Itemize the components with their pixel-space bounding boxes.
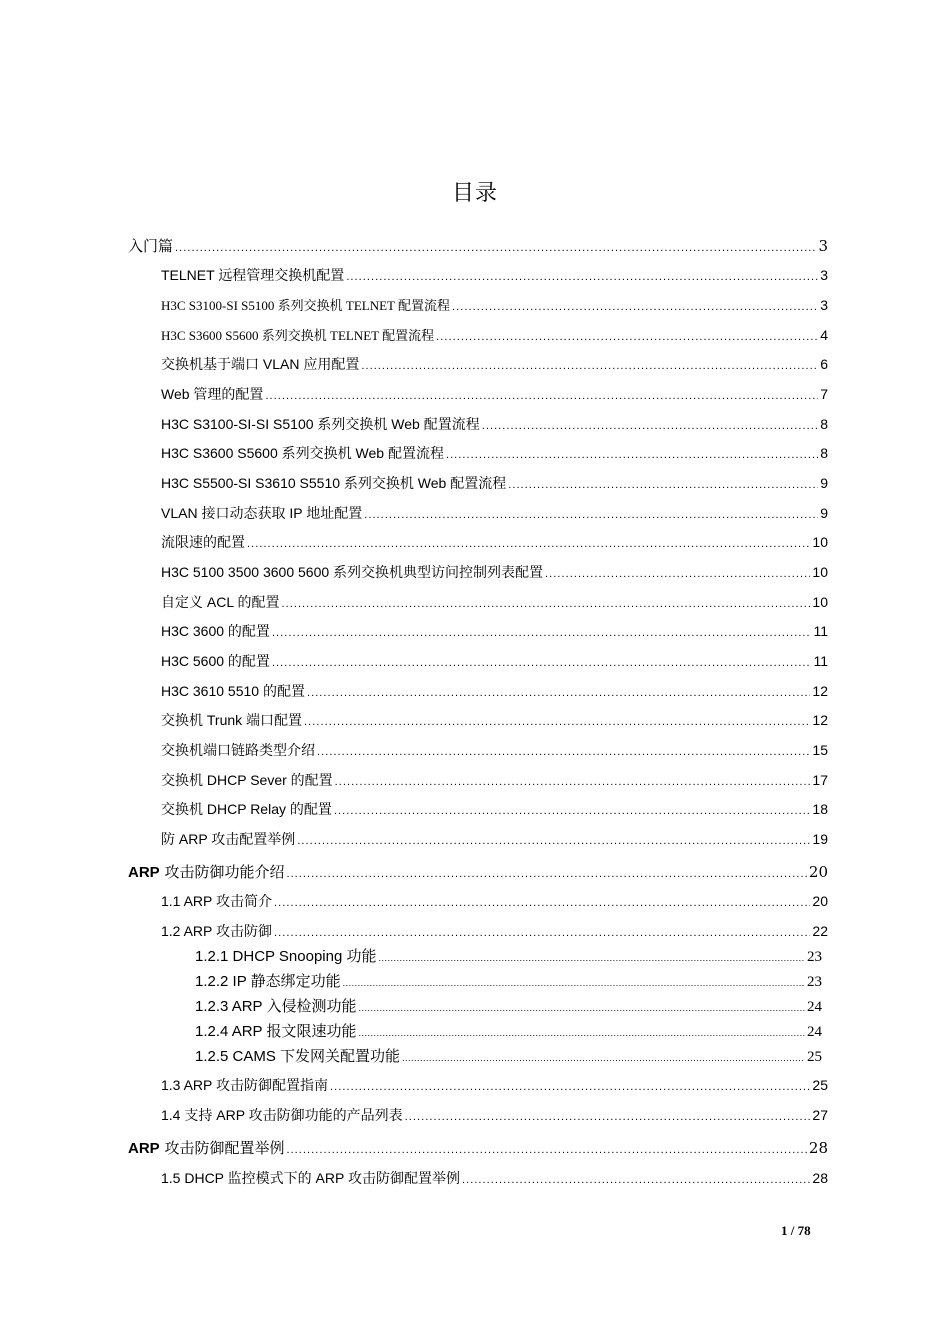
toc-page-number: 23	[807, 949, 822, 965]
toc-entry[interactable]	[161, 325, 828, 349]
leader-dots	[482, 420, 818, 432]
toc-entry[interactable]	[195, 1020, 822, 1044]
toc-entry[interactable]	[195, 970, 822, 994]
toc-entry[interactable]	[161, 921, 828, 945]
toc-entry[interactable]	[161, 1168, 828, 1192]
leader-dots	[358, 1003, 805, 1013]
toc-entry-label	[128, 1137, 284, 1158]
toc-entry-label: 交换机端口链路类型介绍	[161, 742, 315, 758]
toc-entry[interactable]	[161, 295, 828, 319]
leader-dots	[358, 1028, 805, 1038]
toc-entry-label: H3C S3100-SI-SI S5100 系列交换机 Web 配置流程	[161, 416, 480, 432]
leader-dots	[297, 835, 810, 847]
toc-entry[interactable]	[128, 235, 828, 259]
toc-entry[interactable]	[161, 265, 828, 289]
toc-entry-label: 交换机 DHCP Relay 的配置	[161, 801, 332, 817]
leader-dots	[436, 331, 818, 343]
toc-entry-label: 1.4 支持 ARP 攻击防御功能的产品列表	[161, 1107, 403, 1123]
toc-entry[interactable]	[161, 740, 828, 764]
toc-entry[interactable]	[161, 621, 828, 645]
toc-entry-label: 1.2 ARP 攻击防御	[161, 923, 273, 939]
toc-page-number: 28	[808, 1139, 828, 1157]
toc-entry[interactable]	[161, 651, 828, 675]
toc-page-number: 10	[812, 534, 828, 550]
leader-dots	[272, 657, 812, 669]
toc-page-number: 10	[812, 564, 828, 580]
leader-dots	[265, 390, 818, 402]
toc-page-number: 3	[820, 267, 828, 283]
toc-page-number: 24	[807, 1024, 822, 1040]
leader-dots	[282, 598, 811, 610]
leader-dots	[286, 1144, 806, 1156]
toc-entry-label: 1.1 ARP 攻击简介	[161, 893, 273, 909]
leader-dots	[402, 1053, 805, 1063]
leader-dots	[247, 538, 810, 550]
toc-page-number: 25	[807, 1049, 822, 1065]
toc-page-number: 11	[813, 653, 828, 669]
toc-entry-label: H3C S5500-SI S3610 S5510 系列交换机 Web 配置流程	[161, 475, 507, 491]
toc-entry[interactable]	[161, 592, 828, 616]
toc-page-number: 24	[807, 999, 822, 1015]
leader-dots	[307, 687, 810, 699]
toc-entry-lead: ARP	[128, 864, 160, 881]
toc-entry[interactable]	[161, 710, 828, 734]
leader-dots	[286, 868, 806, 880]
leader-dots	[274, 927, 810, 939]
toc-entry-label	[128, 861, 284, 882]
toc-page-number: 17	[812, 772, 828, 788]
page-title: 目录	[451, 181, 498, 206]
toc-entry-label: VLAN 接口动态获取 IP 地址配置	[161, 505, 363, 521]
toc-page-number: 27	[812, 1107, 828, 1123]
toc-entry-label: H3C S3600 S5600 系列交换机 TELNET 配置流程	[161, 328, 435, 343]
leader-dots	[462, 1174, 810, 1186]
toc-entry-label: H3C S3100-SI S5100 系列交换机 TELNET 配置流程	[161, 298, 451, 313]
leader-dots	[334, 805, 811, 817]
leader-dots	[545, 568, 810, 580]
toc-entry-label: 1.5 DHCP 监控模式下的 ARP 攻击防御配置举例	[161, 1170, 460, 1186]
toc-entry[interactable]	[195, 945, 822, 969]
toc-page-number: 12	[812, 683, 828, 699]
toc-entry-label: H3C 5100 3500 3600 5600 系列交换机典型访问控制列表配置	[161, 564, 544, 580]
toc-entry-label: 1.2.3 ARP 入侵检测功能	[195, 998, 357, 1015]
leader-dots	[330, 1081, 810, 1093]
leader-dots	[175, 242, 816, 254]
toc-entry-label: H3C S3600 S5600 系列交换机 Web 配置流程	[161, 445, 444, 461]
toc-entry-label: 1.2.5 CAMS 下发网关配置功能	[195, 1048, 401, 1065]
toc-page-number: 9	[820, 505, 828, 521]
toc-entry-label: 交换机 Trunk 端口配置	[161, 712, 303, 728]
toc-entry[interactable]	[161, 354, 828, 378]
toc-page-number: 28	[812, 1170, 828, 1186]
toc-page-number: 8	[820, 445, 828, 461]
leader-dots	[405, 1111, 811, 1123]
toc-page-number: 9	[820, 475, 828, 491]
toc-page-number: 22	[812, 923, 828, 939]
toc-entry[interactable]	[161, 562, 828, 586]
toc-entry-label: 交换机基于端口 VLAN 应用配置	[161, 356, 360, 372]
toc-entry-label: 流限速的配置	[161, 534, 245, 550]
toc-page-number: 15	[812, 742, 828, 758]
toc-entry-label: 1.2.2 IP 静态绑定功能	[195, 973, 341, 990]
toc-entry[interactable]	[161, 799, 828, 823]
leader-dots	[446, 449, 818, 461]
toc-entry[interactable]	[161, 891, 828, 915]
toc-entry-label: 交换机 DHCP Sever 的配置	[161, 772, 333, 788]
leader-dots	[364, 509, 818, 521]
toc-entry[interactable]	[161, 443, 828, 467]
leader-dots	[346, 271, 818, 283]
toc-page-number: 6	[820, 356, 828, 372]
leader-dots	[343, 978, 805, 988]
toc-entry[interactable]	[161, 681, 828, 705]
toc-entry[interactable]	[161, 384, 828, 408]
toc-entry-label: 入门篇	[128, 237, 174, 255]
toc-entry[interactable]	[161, 770, 828, 794]
leader-dots	[361, 360, 818, 372]
toc-entry-label: H3C 3600 的配置	[161, 623, 270, 639]
leader-dots	[304, 716, 810, 728]
leader-dots	[274, 897, 810, 909]
leader-dots	[508, 479, 818, 491]
toc-entry-text: 攻击防御功能介绍	[159, 863, 285, 881]
toc-entry-text: 攻击防御配置举例	[159, 1139, 285, 1157]
toc-page-number: 11	[813, 623, 828, 639]
toc-entry[interactable]	[161, 532, 828, 556]
toc-entry-lead: ARP	[128, 1140, 160, 1157]
toc-entry[interactable]	[161, 829, 828, 853]
leader-dots	[335, 776, 811, 788]
toc-entry[interactable]	[161, 1075, 828, 1099]
toc-page-number: 8	[820, 416, 828, 432]
toc-page-number: 20	[808, 863, 828, 881]
toc-entry[interactable]	[161, 473, 828, 497]
toc-entry-label: 1.3 ARP 攻击防御配置指南	[161, 1077, 329, 1093]
toc-entry-label: 1.2.1 DHCP Snooping 功能	[195, 948, 377, 965]
toc-page-number: 4	[820, 327, 828, 343]
leader-dots	[379, 953, 806, 963]
toc-page-number: 12	[812, 712, 828, 728]
toc-entry-label: H3C 3610 5510 的配置	[161, 683, 305, 699]
toc-entry-label: H3C 5600 的配置	[161, 653, 270, 669]
toc-entry-label: 自定义 ACL 的配置	[161, 594, 280, 610]
toc-entry[interactable]	[161, 414, 828, 438]
toc-page-number: 3	[818, 237, 828, 255]
toc-entry[interactable]	[195, 995, 822, 1019]
toc-entry-label: 防 ARP 攻击配置举例	[161, 831, 296, 847]
toc-entry[interactable]	[195, 1045, 822, 1069]
toc-entry-label: TELNET 远程管理交换机配置	[161, 267, 345, 283]
toc-page-number: 25	[812, 1077, 828, 1093]
leader-dots	[317, 746, 810, 758]
toc-entry[interactable]	[161, 503, 828, 527]
toc-page-number: 10	[812, 594, 828, 610]
toc-page-number: 18	[812, 801, 828, 817]
toc-entry-label: 1.2.4 ARP 报文限速功能	[195, 1023, 357, 1040]
toc-entry[interactable]	[128, 1137, 828, 1161]
leader-dots	[272, 627, 812, 639]
toc-page-number: 19	[812, 831, 828, 847]
toc-page-number: 7	[820, 386, 828, 402]
toc-page-number: 23	[807, 974, 822, 990]
page-footer-number: 1 / 78	[781, 1223, 811, 1238]
toc-entry[interactable]	[161, 1105, 828, 1129]
leader-dots	[452, 301, 818, 313]
toc-entry-label: Web 管理的配置	[161, 386, 264, 402]
toc-page-number: 20	[812, 893, 828, 909]
toc-entry[interactable]	[128, 861, 828, 885]
toc-page-number: 3	[820, 297, 828, 313]
